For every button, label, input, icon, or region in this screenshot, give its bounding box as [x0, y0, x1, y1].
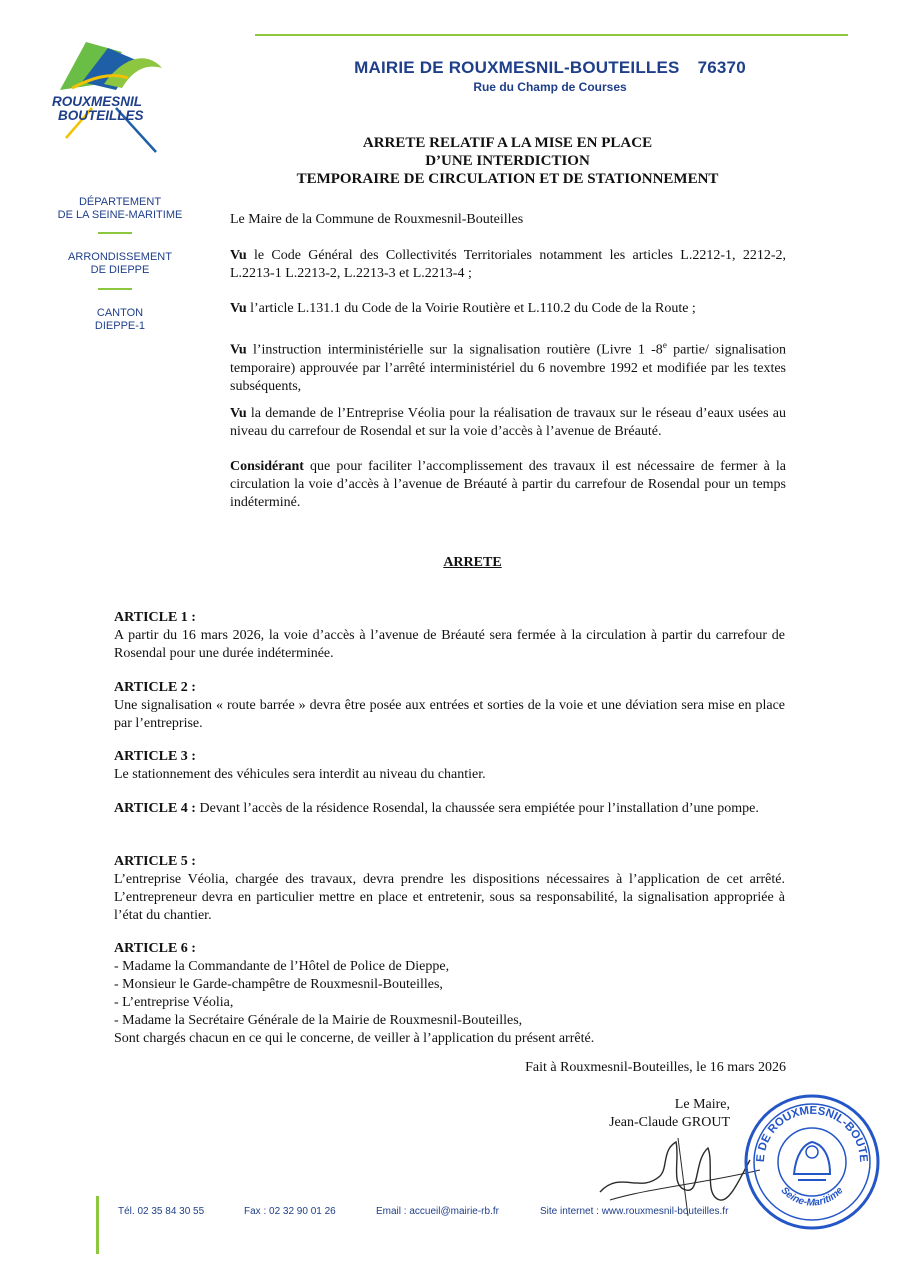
document-title	[230, 134, 785, 188]
list-item: - Madame la Commandante de l’Hôtel de Police de Dieppe,	[114, 959, 450, 974]
title-line3: TEMPORAIRE DE CIRCULATION ET DE STATIONNEMENT	[296, 171, 719, 187]
considerant-label: Considérant	[230, 459, 304, 474]
article-heading: ARTICLE 4 :	[114, 801, 196, 816]
article-text: A partir du 16 mars 2026, la voie d’accès à l’avenue de Bréauté sera fermée à la circulation à partir du carrefour de Rosendal pour une durée indéterminée.	[114, 628, 785, 661]
canton-line1: CANTON	[96, 307, 144, 319]
vu-text-3a: l’instruction interministérielle sur la signalisation routière (Livre 1 -8	[252, 342, 663, 358]
mairie-title-text: MAIRIE DE ROUXMESNIL-BOUTEILLES	[354, 58, 680, 77]
article-text: Sont chargés chacun en ce qui le concerne, de veiller à l’application du présent arrêté.	[114, 1031, 595, 1046]
article-text: Une signalisation « route barrée » devra être posée aux entrées et sorties de la voie et une déviation sera mise en place par l’entreprise.	[114, 698, 785, 731]
signer-name: Jean-Claude GROUT	[609, 1115, 730, 1130]
article-heading: ARTICLE 5 :	[114, 854, 196, 869]
commune-logo	[52, 38, 172, 156]
arrondissement-line2: DE DIEPPE	[90, 264, 150, 276]
mairie-name	[250, 58, 850, 78]
article-text: Devant l’accès de la résidence Rosendal, la chaussée sera empiétée pour l’installation d’une pompe.	[199, 801, 759, 816]
sidebar-divider	[98, 232, 132, 234]
footer-accent-bar	[96, 1196, 99, 1254]
list-item: - Monsieur le Garde-champêtre de Rouxmesnil-Bouteilles,	[114, 977, 443, 992]
considerant-paragraph	[230, 458, 786, 512]
vu-paragraph-1	[230, 247, 786, 283]
vu-text-3-sup: e	[662, 340, 667, 350]
article-2	[114, 679, 785, 733]
article-heading: ARTICLE 3 :	[114, 749, 196, 764]
vu-text-2: l’article L.131.1 du Code de la Voirie Routière et L.110.2 du Code de la Route ;	[250, 301, 696, 316]
department-block	[20, 196, 220, 222]
considerant-text: que pour faciliter l’accomplissement des travaux il est nécessaire de fermer à la circulation la voie d’accès à l’avenue de Bréauté à partir du carrefour de Rosendal pour un temps indéterminé.	[230, 459, 786, 510]
official-stamp	[742, 1092, 882, 1232]
preamble-intro: Le Maire de la Commune de Rouxmesnil-Bouteilles	[230, 212, 524, 227]
mairie-address: Rue du Champ de Courses	[473, 80, 627, 94]
article-5	[114, 853, 785, 925]
list-item: - L’entreprise Véolia,	[114, 995, 234, 1010]
department-line2: DE LA SEINE-MARITIME	[57, 209, 183, 221]
vu-paragraph-2	[230, 300, 786, 318]
logo-text-1: ROUXMESNIL	[52, 94, 143, 109]
footer-fax: Fax : 02 32 90 01 26	[244, 1206, 336, 1217]
article-1	[114, 609, 785, 663]
article-heading: ARTICLE 1 :	[114, 610, 196, 625]
article-4	[114, 800, 785, 818]
footer-phone: Tél. 02 35 84 30 55	[118, 1206, 205, 1217]
footer-email[interactable]: Email : accueil@mairie-rb.fr	[376, 1206, 499, 1217]
vu-label: Vu	[230, 248, 247, 263]
logo-graphic	[52, 38, 172, 156]
vu-text-3b: partie/ signalisation temporaire) approuvée par l’arrêté interministériel du 6 novembre 1992 et modifiée par les textes subséquents,	[230, 342, 786, 394]
header-rule	[255, 34, 848, 36]
article-3	[114, 748, 785, 784]
sidebar-divider	[98, 288, 132, 290]
article-heading: ARTICLE 6 :	[114, 941, 196, 956]
article-heading: ARTICLE 2 :	[114, 680, 196, 695]
article-text: Le stationnement des véhicules sera interdit au niveau du chantier.	[114, 767, 486, 782]
vu-label: Vu	[230, 406, 247, 421]
title-line1: ARRETE RELATIF A LA MISE EN PLACE	[362, 135, 653, 151]
arrondissement-block	[20, 251, 220, 277]
vu-text-4: la demande de l’Entreprise Véolia pour la réalisation de travaux sur le réseau d’eaux usées au niveau du carrefour de Rosendal et sur la voie d’accès à l’avenue de Bréauté.	[230, 406, 787, 439]
stamp-ring-text: E DE ROUXMESNIL-BOUTE	[754, 1104, 870, 1163]
arrondissement-line1: ARRONDISSEMENT	[68, 251, 172, 263]
signer-role: Le Maire,	[674, 1097, 730, 1112]
vu-text-1: le Code Général des Collectivités Territoriales notamment les articles L.2212-1, 2212-2, L.2213-1 L.2213-2, L.2213-3 et L.2213-4 ;	[230, 248, 786, 281]
department-line1: DÉPARTEMENT	[78, 196, 162, 208]
logo-text-2: BOUTEILLES	[58, 108, 144, 123]
footer-website[interactable]: Site internet : www.rouxmesnil-bouteilles.fr	[540, 1206, 729, 1217]
svg-text:Seine-Maritime	[779, 1185, 846, 1209]
vu-label: Vu	[230, 342, 247, 358]
title-line2: D’UNE INTERDICTION	[425, 153, 590, 169]
article-text: L’entreprise Véolia, chargée des travaux, devra prendre les dispositions nécessaires à l’application de cet arrêté. L’entrepreneur devra en particulier mettre en place et entretenir, sous sa responsabilité, la signalisation appropriée à l’état du chantier.	[114, 872, 785, 923]
postcode: 76370	[697, 58, 746, 77]
vu-paragraph-4	[230, 405, 786, 441]
signer-block	[560, 1096, 730, 1132]
signing-place-date: Fait à Rouxmesnil-Bouteilles, le 16 mars 2026	[525, 1060, 786, 1075]
arrete-heading: ARRETE	[443, 555, 502, 570]
vu-paragraph-3	[230, 336, 786, 396]
list-item: - Madame la Secrétaire Générale de la Mairie de Rouxmesnil-Bouteilles,	[114, 1013, 523, 1028]
vu-label: Vu	[230, 301, 247, 316]
canton-block	[20, 307, 220, 333]
article-6	[114, 940, 785, 1048]
stamp-bottom-text: Seine-Maritime	[778, 1185, 846, 1209]
canton-line2: DIEPPE-1	[94, 320, 146, 332]
